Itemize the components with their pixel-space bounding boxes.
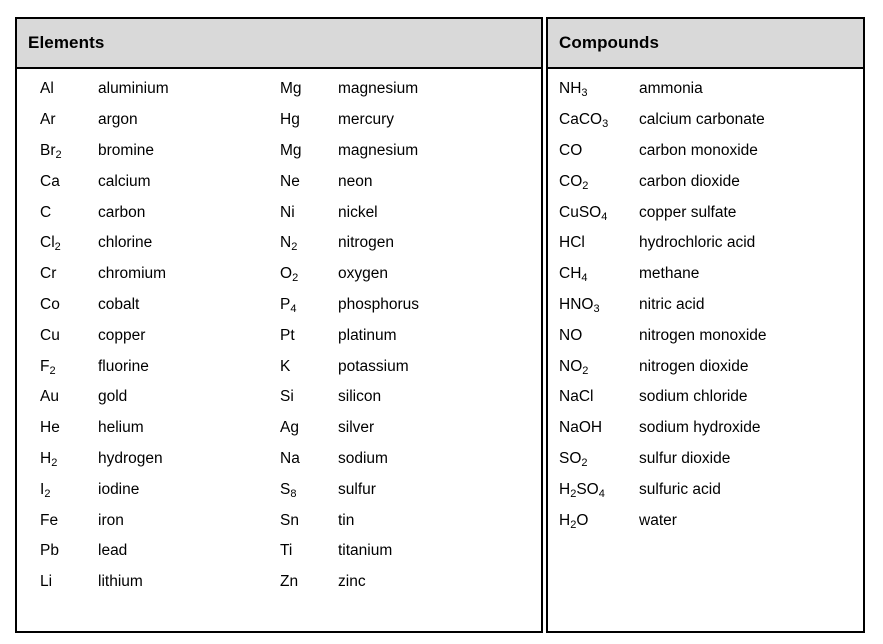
substance-formula: $H_2$ (40, 449, 58, 469)
substance-formula: Sn (280, 511, 299, 529)
substance-name: iron (98, 511, 124, 529)
substance-name: ammonia (639, 80, 703, 98)
substance-row (17, 351, 257, 382)
substance-row (17, 166, 257, 197)
substance-formula: Si (280, 388, 294, 406)
substance-row (257, 290, 541, 321)
substance-row (257, 320, 541, 351)
substance-row (17, 136, 257, 167)
substance-formula: Ar (40, 111, 56, 129)
substance-formula: Mg (280, 80, 302, 98)
substance-row (17, 413, 257, 444)
substance-name: silicon (338, 388, 382, 406)
substance-row (17, 74, 257, 105)
substance-formula: Au (40, 388, 59, 406)
substance-name: magnesium (338, 80, 419, 98)
substance-formula: Mg (280, 141, 302, 159)
elements-column-1 (17, 74, 257, 631)
substance-formula: Cu (40, 326, 60, 344)
compounds-header: Compounds (548, 19, 863, 69)
substance-formula: $H_2SO_4$ (559, 480, 605, 500)
substance-row (548, 474, 863, 505)
substance-formula: K (280, 357, 291, 375)
substance-name: zinc (338, 573, 366, 591)
substance-name: calcium (98, 172, 151, 190)
substance-formula: CaCO$_3$ (559, 111, 609, 131)
substance-formula: Fe (40, 511, 59, 529)
compounds-section (546, 17, 865, 633)
substance-formula: NaCl (559, 388, 594, 406)
substance-name: chromium (98, 265, 167, 283)
elements-body (17, 69, 541, 631)
substance-row (17, 320, 257, 351)
substance-row (17, 567, 257, 598)
substance-row (257, 474, 541, 505)
substance-name: sulfur dioxide (639, 449, 731, 467)
substance-formula: $HNO_3$ (559, 295, 600, 315)
chemistry-reference-table (15, 17, 865, 633)
substance-name: carbon (98, 203, 146, 221)
substance-name: sulfur (338, 480, 376, 498)
substance-name: nitrogen (338, 234, 395, 252)
substance-name: aluminium (98, 80, 169, 98)
substance-formula: $F_2$ (40, 357, 56, 377)
substance-name: sodium (338, 449, 388, 467)
substance-formula: $S_8$ (280, 480, 297, 500)
substance-row (257, 228, 541, 259)
substance-row (548, 259, 863, 290)
substance-formula: $P_4$ (280, 295, 297, 315)
substance-row (257, 166, 541, 197)
substance-row (257, 74, 541, 105)
substance-formula: NaOH (559, 419, 603, 437)
substance-row (257, 536, 541, 567)
substance-name: potassium (338, 357, 409, 375)
substance-row (257, 444, 541, 475)
substance-name: oxygen (338, 265, 388, 283)
substance-name: carbon monoxide (639, 141, 758, 159)
substance-row (548, 444, 863, 475)
substance-row (548, 105, 863, 136)
substance-formula: CO (559, 141, 583, 159)
substance-name: iodine (98, 480, 140, 498)
substance-row (17, 382, 257, 413)
substance-formula: $CH_4$ (559, 265, 588, 285)
substance-row (17, 197, 257, 228)
substance-row (17, 105, 257, 136)
substance-name: helium (98, 419, 144, 437)
substance-row (257, 136, 541, 167)
substance-name: hydrogen (98, 449, 163, 467)
substance-formula: $N_2$ (280, 234, 298, 254)
substance-row (17, 536, 257, 567)
substance-name: sulfuric acid (639, 480, 721, 498)
substance-name: lithium (98, 573, 143, 591)
substance-name: nitrogen dioxide (639, 357, 749, 375)
substance-row (257, 413, 541, 444)
substance-row (17, 228, 257, 259)
elements-header: Elements (17, 19, 541, 69)
substance-formula: He (40, 419, 60, 437)
substance-name: sodium chloride (639, 388, 748, 406)
substance-formula: Pb (40, 542, 59, 560)
substance-name: platinum (338, 326, 397, 344)
substance-row (17, 444, 257, 475)
substance-formula: Zn (280, 573, 299, 591)
substance-name: nickel (338, 203, 378, 221)
substance-name: nitric acid (639, 295, 705, 313)
substance-row (257, 567, 541, 598)
substance-name: bromine (98, 141, 154, 159)
substance-name: calcium carbonate (639, 111, 765, 129)
substance-row (257, 197, 541, 228)
substance-name: chlorine (98, 234, 153, 252)
substance-formula: $SO_2$ (559, 449, 588, 469)
substance-formula: Hg (280, 111, 300, 129)
substance-name: water (639, 511, 677, 529)
substance-formula: $H_2O$ (559, 511, 589, 531)
substance-formula: $Cl_2$ (40, 234, 61, 254)
substance-formula: $Br_2$ (40, 141, 62, 161)
substance-formula: Ca (40, 172, 60, 190)
compounds-column (548, 74, 863, 536)
substance-name: lead (98, 542, 128, 560)
substance-formula: HCl (559, 234, 585, 252)
substance-name: magnesium (338, 141, 419, 159)
substance-row (17, 290, 257, 321)
substance-formula: Pt (280, 326, 295, 344)
substance-formula: Co (40, 295, 60, 313)
substance-formula: CuSO$_4$ (559, 203, 608, 223)
substance-row (257, 259, 541, 290)
substance-formula: NO (559, 326, 583, 344)
substance-row (257, 505, 541, 536)
substance-formula: Al (40, 80, 54, 98)
substance-name: copper (98, 326, 146, 344)
substance-name: argon (98, 111, 138, 129)
substance-row (17, 505, 257, 536)
elements-section (15, 17, 543, 633)
substance-row (548, 505, 863, 536)
substance-row (548, 74, 863, 105)
substance-row (548, 166, 863, 197)
substance-formula: Ag (280, 419, 299, 437)
substance-name: silver (338, 419, 375, 437)
substance-row (548, 351, 863, 382)
substance-formula: $NH_3$ (559, 80, 588, 100)
substance-row (548, 320, 863, 351)
substance-name: sodium hydroxide (639, 419, 761, 437)
substance-row (257, 105, 541, 136)
substance-formula: $NO_2$ (559, 357, 589, 377)
substance-row (257, 351, 541, 382)
substance-name: methane (639, 265, 700, 283)
substance-formula: Cr (40, 265, 57, 283)
substance-name: gold (98, 388, 128, 406)
substance-name: carbon dioxide (639, 172, 740, 190)
substance-name: neon (338, 172, 373, 190)
substance-formula: Na (280, 449, 300, 467)
substance-row (257, 382, 541, 413)
substance-row (548, 197, 863, 228)
substance-row (548, 228, 863, 259)
substance-name: phosphorus (338, 295, 420, 313)
compounds-body (548, 69, 863, 631)
substance-name: mercury (338, 111, 394, 129)
substance-formula: C (40, 203, 52, 221)
substance-row (548, 290, 863, 321)
substance-formula: Ti (280, 542, 293, 560)
substance-formula: Ne (280, 172, 300, 190)
substance-formula: $CO_2$ (559, 172, 589, 192)
substance-formula: Li (40, 573, 53, 591)
substance-name: fluorine (98, 357, 149, 375)
substance-name: copper sulfate (639, 203, 737, 221)
substance-row (17, 474, 257, 505)
substance-name: cobalt (98, 295, 140, 313)
substance-name: tin (338, 511, 355, 529)
substance-row (548, 382, 863, 413)
substance-row (548, 413, 863, 444)
substance-formula: $O_2$ (280, 265, 299, 285)
elements-column-2 (257, 74, 541, 631)
substance-name: nitrogen monoxide (639, 326, 767, 344)
substance-name: titanium (338, 542, 393, 560)
substance-formula: Ni (280, 203, 295, 221)
substance-row (548, 136, 863, 167)
substance-row (17, 259, 257, 290)
substance-name: hydrochloric acid (639, 234, 756, 252)
substance-formula: $I_2$ (40, 480, 51, 500)
